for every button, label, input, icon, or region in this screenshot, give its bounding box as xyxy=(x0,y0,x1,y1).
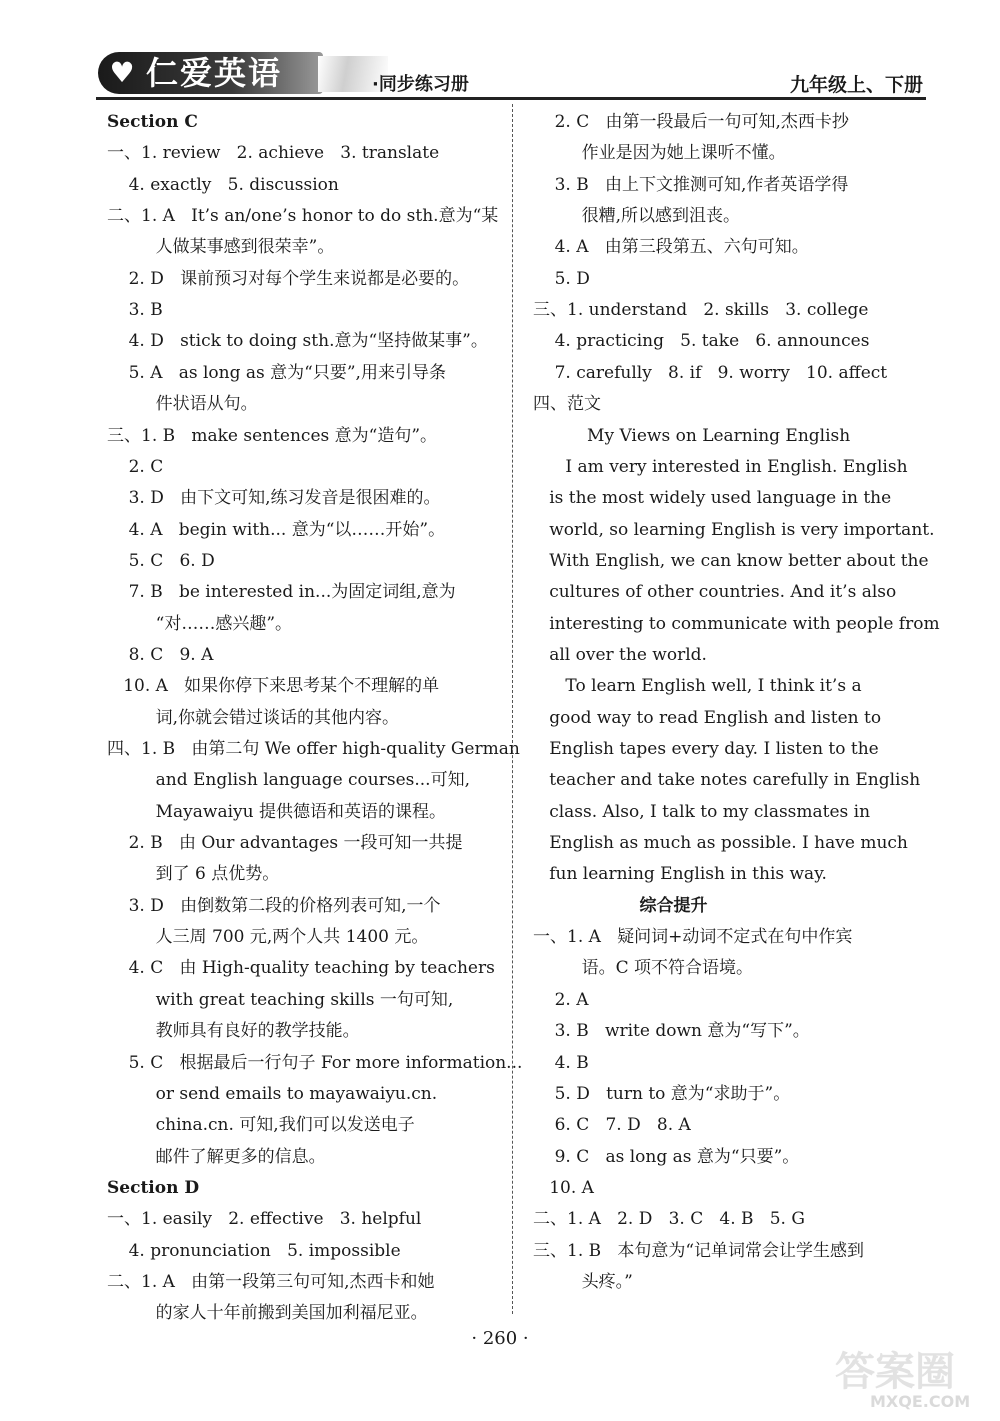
answer-line: teacher and take notes carefully in English xyxy=(533,770,921,791)
answer-line: 3. B 由上下文推测可知,作者英语学得 xyxy=(533,174,849,195)
answer-line: 一、1. review 2. achieve 3. translate xyxy=(107,143,440,164)
grade-label: 九年级上、下册 xyxy=(790,74,924,96)
answer-line: 4. A begin with... 意为“以……开始”。 xyxy=(107,519,446,540)
answer-line: 7. B be interested in...为固定词组,意为 xyxy=(107,582,456,603)
answer-line: 三、1. understand 2. skills 3. college xyxy=(533,300,869,321)
answer-line: 8. C 9. A xyxy=(107,644,214,665)
watermark-url: MXQE.COM xyxy=(870,1392,971,1411)
answer-line: fun learning English in this way. xyxy=(533,864,827,885)
answer-line: 一、1. A 疑问词+动词不定式在句中作宾 xyxy=(533,927,853,948)
answer-line: 2. B 由 Our advantages 一段可知一共提 xyxy=(107,833,463,854)
answer-line: 4. A 由第三段第五、六句可知。 xyxy=(533,237,809,258)
answer-line: 5. C 6. D xyxy=(107,550,215,571)
answer-line: 5. C 根据最后一行句子 For more information... xyxy=(107,1052,523,1073)
answer-line: 2. A xyxy=(533,989,589,1010)
answer-line: With English, we can know better about the xyxy=(533,550,929,571)
answer-line: 很糟,所以感到沮丧。 xyxy=(533,206,741,227)
answer-line: with great teaching skills 一句可知, xyxy=(107,989,454,1010)
answer-line: 教师具有良好的教学技能。 xyxy=(107,1021,360,1042)
heart-leaf-icon: ♥ xyxy=(109,56,135,89)
answer-line: 人做某事感到很荣幸”。 xyxy=(107,237,335,258)
answer-line: 人三周 700 元,两个人共 1400 元。 xyxy=(107,927,429,948)
answer-line: “对……感兴趣”。 xyxy=(107,613,293,634)
answer-line: 3. B xyxy=(107,300,163,321)
answer-line: 5. A as long as 意为“只要”,用来引导条 xyxy=(107,362,446,383)
page-number: · 260 · xyxy=(471,1328,529,1349)
answer-line: 邮件了解更多的信息。 xyxy=(107,1146,326,1167)
answer-line: 件状语从句。 xyxy=(107,394,258,415)
answer-line: 3. B write down 意为“写下”。 xyxy=(533,1021,810,1042)
answer-line: 三、1. B 本句意为“记单词常会让学生感到 xyxy=(533,1240,865,1261)
answer-line: 10. A 如果你停下来思考某个不理解的单 xyxy=(107,676,440,697)
answer-line: 4. exactly 5. discussion xyxy=(107,174,339,195)
answer-line: 2. C xyxy=(107,456,164,477)
answer-line: English tapes every day. I listen to the xyxy=(533,739,879,759)
answer-line: 语。C 项不符合语境。 xyxy=(533,958,754,979)
answer-line: and English language courses...可知, xyxy=(107,770,470,791)
header-rule xyxy=(96,97,926,100)
answer-line: or send emails to mayawaiyu.cn. xyxy=(107,1083,438,1104)
answer-line: 4. D stick to doing sth.意为“坚持做某事”。 xyxy=(107,331,488,352)
column-divider xyxy=(512,104,513,1314)
answer-line: good way to read English and listen to xyxy=(533,707,882,728)
answer-line: I am very interested in English. English xyxy=(533,456,908,477)
answer-line: 的家人十年前搬到美国加利福尼亚。 xyxy=(107,1303,428,1324)
answer-line: English as much as possible. I have much xyxy=(533,833,908,854)
answer-line: My Views on Learning English xyxy=(533,425,851,446)
section-heading: Section C xyxy=(107,112,198,132)
answer-line: 二、1. A It’s an/one’s honor to do sth.意为“某 xyxy=(107,206,499,227)
answer-line: all over the world. xyxy=(533,644,707,665)
answer-line: interesting to communicate with people from xyxy=(533,613,940,634)
answer-line: 5. D turn to 意为“求助于”。 xyxy=(533,1083,791,1104)
answer-line: 四、1. B 由第二句 We offer high-quality German xyxy=(107,739,520,759)
answer-line: Mayawaiyu 提供德语和英语的课程。 xyxy=(107,801,446,822)
answer-line: cultures of other countries. And it’s also xyxy=(533,582,897,603)
answer-line: To learn English well, I think it’s a xyxy=(533,676,862,697)
answer-line: 词,你就会错过谈话的其他内容。 xyxy=(107,707,400,728)
answer-line: 4. B xyxy=(533,1052,589,1073)
answer-line: 6. C 7. D 8. A xyxy=(533,1115,691,1136)
answer-line: world, so learning English is very important. xyxy=(533,519,935,540)
answer-line: 2. C 由第一段最后一句可知,杰西卡抄 xyxy=(533,112,849,132)
answer-line: 一、1. easily 2. effective 3. helpful xyxy=(107,1209,422,1230)
book-title: 仁爱英语 xyxy=(146,54,283,92)
section-heading: Section D xyxy=(107,1177,200,1198)
answer-line: 3. D 由倒数第二段的价格列表可知,一个 xyxy=(107,895,441,916)
answer-line: is the most widely used language in the xyxy=(533,488,892,509)
answer-line: 7. carefully 8. if 9. worry 10. affect xyxy=(533,362,888,383)
book-subtitle: ·同步练习册 xyxy=(372,74,469,95)
answer-line: 9. C as long as 意为“只要”。 xyxy=(533,1146,800,1167)
answer-line: 到了 6 点优势。 xyxy=(107,864,280,885)
answer-line: china.cn. 可知,我们可以发送电子 xyxy=(107,1115,415,1136)
answer-line: 头疼。” xyxy=(533,1271,633,1292)
answer-line: 三、1. B make sentences 意为“造句”。 xyxy=(107,425,438,446)
answer-line: 二、1. A 2. D 3. C 4. B 5. G xyxy=(533,1209,805,1230)
answer-line: 2. D 课前预习对每个学生来说都是必要的。 xyxy=(107,268,470,289)
answer-line: 4. C 由 High-quality teaching by teachers xyxy=(107,958,495,979)
answer-line: 二、1. A 由第一段第三句可知,杰西卡和她 xyxy=(107,1271,435,1292)
answer-line: 5. D xyxy=(533,268,590,289)
answer-line: 4. practicing 5. take 6. announces xyxy=(533,331,870,352)
answer-line: 3. D 由下文可知,练习发音是很困难的。 xyxy=(107,488,441,509)
answer-line: 4. pronunciation 5. impossible xyxy=(107,1240,401,1261)
answer-line: 作业是因为她上课听不懂。 xyxy=(533,143,786,164)
answer-line: 四、范文 xyxy=(533,394,601,415)
section-heading: 综合提升 xyxy=(533,895,708,916)
watermark-logo: 答案圈 xyxy=(835,1349,955,1395)
answer-line: 10. A xyxy=(533,1177,594,1198)
answer-line: class. Also, I talk to my classmates in xyxy=(533,801,871,822)
